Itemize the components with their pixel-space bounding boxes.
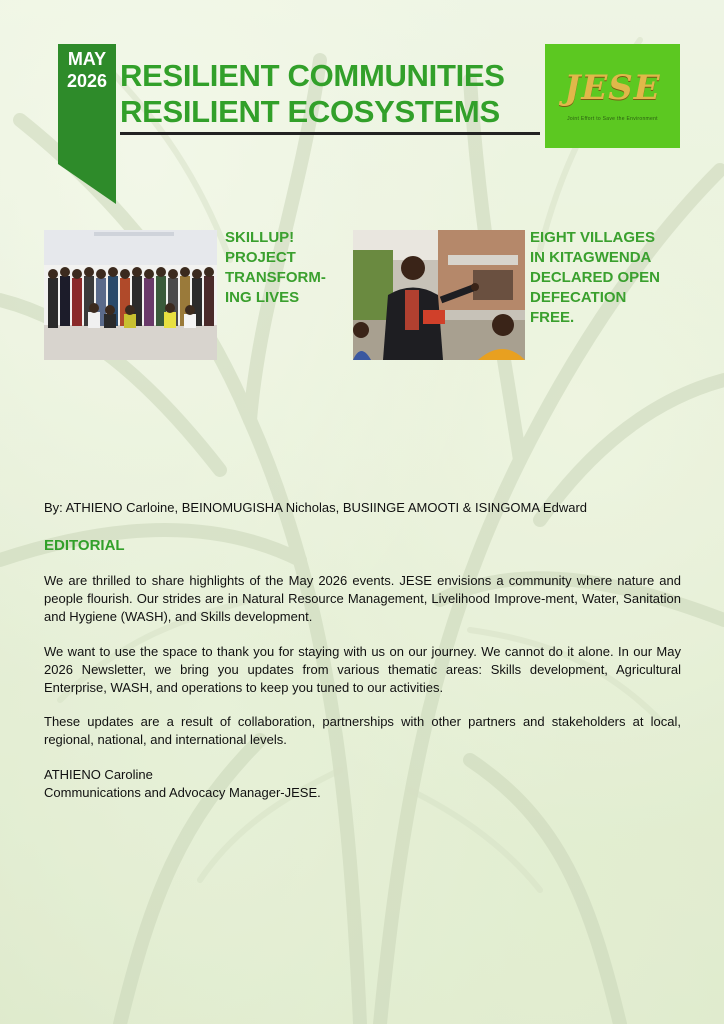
editorial-paragraph-1: We are thrilled to share highlights of the May 2026 events. JESE envisions a community where nature and people flourish. Our strides are in Natural Resource Management, Livelihood Improve-ment, Water, Sanitation and Hygiene (WASH), and Skills development. — [44, 573, 681, 624]
issue-month: MAY — [67, 49, 107, 69]
newsletter-title — [120, 58, 540, 130]
story-title-line: SKILLUP! — [225, 229, 295, 246]
title-underline — [120, 132, 540, 135]
group-photo-skillup — [44, 230, 217, 360]
issue-year: 2026 — [66, 71, 108, 91]
title-line-2: RESILIENT ECOSYSTEMS — [120, 94, 500, 129]
story-title-line: TRANSFORM- — [225, 269, 326, 286]
story-title-line: PROJECT — [225, 249, 296, 266]
story-title-line: DEFECATION — [530, 289, 627, 306]
story-title-skillup — [225, 228, 340, 308]
story-title-line: ING LIVES — [225, 289, 300, 306]
story-title-line: IN KITAGWENDA — [530, 249, 652, 266]
speaker-photo-kitagwenda — [353, 230, 525, 360]
logo-wordmark: JESE — [564, 68, 661, 108]
story-title-line: FREE. — [530, 309, 575, 326]
signature-role: Communications and Advocacy Manager-JESE. — [44, 785, 321, 800]
story-title-kitagwenda — [530, 228, 685, 328]
signature-name: ATHIENO Caroline — [44, 767, 153, 782]
title-line-1: RESILIENT COMMUNITIES — [120, 58, 505, 93]
logo-tagline: Joint Effort to Save the Environment — [567, 116, 658, 122]
story-title-line: EIGHT VILLAGES — [530, 229, 656, 246]
article-authors: By: ATHIENO Carloine, BEINOMUGISHA Nicholas, BUSIINGE AMOOTI & ISINGOMA Edward — [44, 500, 588, 515]
jese-logo — [545, 44, 680, 148]
editorial-paragraph-3: These updates are a result of collaboration, partnerships with other partners and stakeholders at local, regional, national, and international levels. — [44, 714, 681, 747]
editorial-heading: EDITORIAL — [44, 537, 125, 554]
story-title-line: DECLARED OPEN — [530, 269, 661, 286]
editorial-paragraph-2: We want to use the space to thank you for staying with us on our journey. We cannot do it alone. In our May 2026 Newsletter, we bring you updates from various thematic areas: Skills development, Agricultural Enterprise, WASH, and operations to keep you tuned to our activities. — [44, 644, 681, 695]
issue-date — [58, 48, 116, 92]
